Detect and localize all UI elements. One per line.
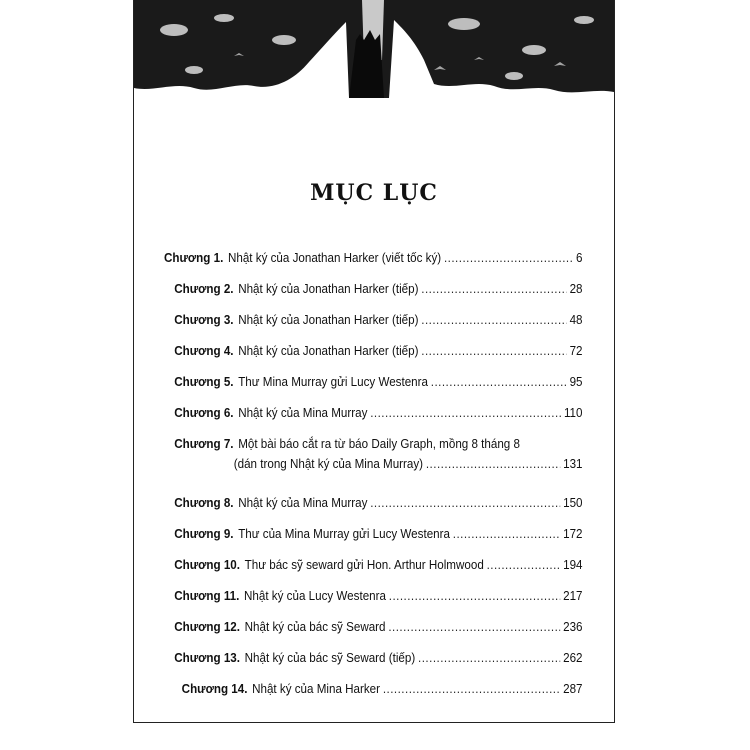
page-number: 72 — [569, 344, 583, 358]
page-number: 131 — [563, 457, 583, 471]
chapter-number: Chương 1. — [164, 251, 224, 265]
chapter-title: Nhật ký của Jonathan Harker (tiếp) — [238, 344, 419, 358]
chapter-title: Thư của Mina Murray gửi Lucy Westenra — [238, 527, 450, 541]
dot-leader — [487, 555, 561, 575]
chapter-title: Thư Mina Murray gửi Lucy Westenra — [238, 375, 428, 389]
toc-entry — [174, 310, 582, 330]
toc-entry — [174, 493, 582, 513]
chapter-number: Chương 11. — [174, 589, 240, 603]
chapter-number: Chương 14. — [181, 682, 248, 696]
chapter-title: Nhật ký của Mina Murray — [238, 496, 368, 510]
dot-leader — [370, 493, 560, 513]
dot-leader — [426, 454, 560, 474]
chapter-number: Chương 3. — [174, 313, 234, 327]
page-number: 217 — [563, 589, 583, 603]
page-number: 262 — [563, 651, 583, 665]
dot-leader — [421, 279, 567, 299]
chapter-number: Chương 2. — [174, 282, 234, 296]
dot-leader — [421, 310, 567, 330]
toc-entry — [174, 279, 582, 299]
page-number: 287 — [563, 682, 583, 696]
chapter-number: Chương 12. — [174, 620, 241, 634]
page-number: 95 — [569, 375, 583, 389]
dot-leader — [370, 403, 561, 423]
dot-leader — [389, 586, 561, 606]
chapter-title: Thư bác sỹ seward gửi Hon. Arthur Holmwood — [244, 558, 484, 572]
page-number: 150 — [563, 496, 583, 510]
chapter-number: Chương 5. — [174, 375, 234, 389]
toc-entry — [174, 617, 582, 637]
dot-leader — [418, 648, 560, 668]
toc-entry — [164, 248, 583, 268]
toc-entry — [174, 586, 582, 606]
chapter-title: Một bài báo cắt ra từ báo Daily Graph, mồng 8 tháng 8 — [238, 437, 520, 451]
chapter-title: Nhật ký của Jonathan Harker (tiếp) — [238, 282, 419, 296]
chapter-number: Chương 6. — [174, 406, 234, 420]
dot-leader — [383, 679, 560, 699]
chapter-title-continued: (dán trong Nhật ký của Mina Murray) — [233, 457, 424, 471]
chapter-number: Chương 13. — [174, 651, 241, 665]
dot-leader — [453, 524, 561, 544]
page-number: 194 — [563, 558, 583, 572]
chapter-number: Chương 4. — [174, 344, 234, 358]
chapter-title: Nhật ký của Jonathan Harker (tiếp) — [238, 313, 419, 327]
toc-entry — [174, 403, 582, 423]
toc-entry — [174, 372, 582, 392]
chapter-title: Nhật ký của Jonathan Harker (viết tốc ký) — [227, 251, 442, 265]
page-number: 28 — [569, 282, 583, 296]
gothic-header-illustration — [134, 0, 614, 98]
page-number: 110 — [563, 406, 583, 420]
page-number: 48 — [569, 313, 583, 327]
page-title: MỤC LỤC — [310, 180, 438, 206]
dot-leader — [421, 341, 567, 361]
chapter-number: Chương 7. — [174, 437, 234, 451]
toc-entry — [174, 434, 582, 474]
toc-entry — [174, 555, 582, 575]
chapter-title: Nhật ký của Mina Murray — [238, 406, 368, 420]
toc-entry — [174, 524, 582, 544]
chapter-title: Nhật ký của bác sỹ Seward (tiếp) — [244, 651, 416, 665]
chapter-title: Nhật ký của Mina Harker — [252, 682, 381, 696]
toc-entry — [182, 679, 583, 699]
toc-entry — [174, 648, 582, 668]
chapter-number: Chương 8. — [174, 496, 234, 510]
dot-leader — [431, 372, 567, 392]
chapter-title: Nhật ký của Lucy Westenra — [244, 589, 386, 603]
toc-entry — [174, 341, 582, 361]
page-number: 236 — [563, 620, 583, 634]
page-number: 172 — [563, 527, 583, 541]
chapter-number: Chương 9. — [174, 527, 234, 541]
dot-leader — [444, 248, 573, 268]
chapter-number: Chương 10. — [174, 558, 241, 572]
book-page — [133, 0, 615, 723]
page-number: 6 — [576, 251, 583, 265]
dot-leader — [388, 617, 560, 637]
chapter-title: Nhật ký của bác sỹ Seward — [244, 620, 386, 634]
